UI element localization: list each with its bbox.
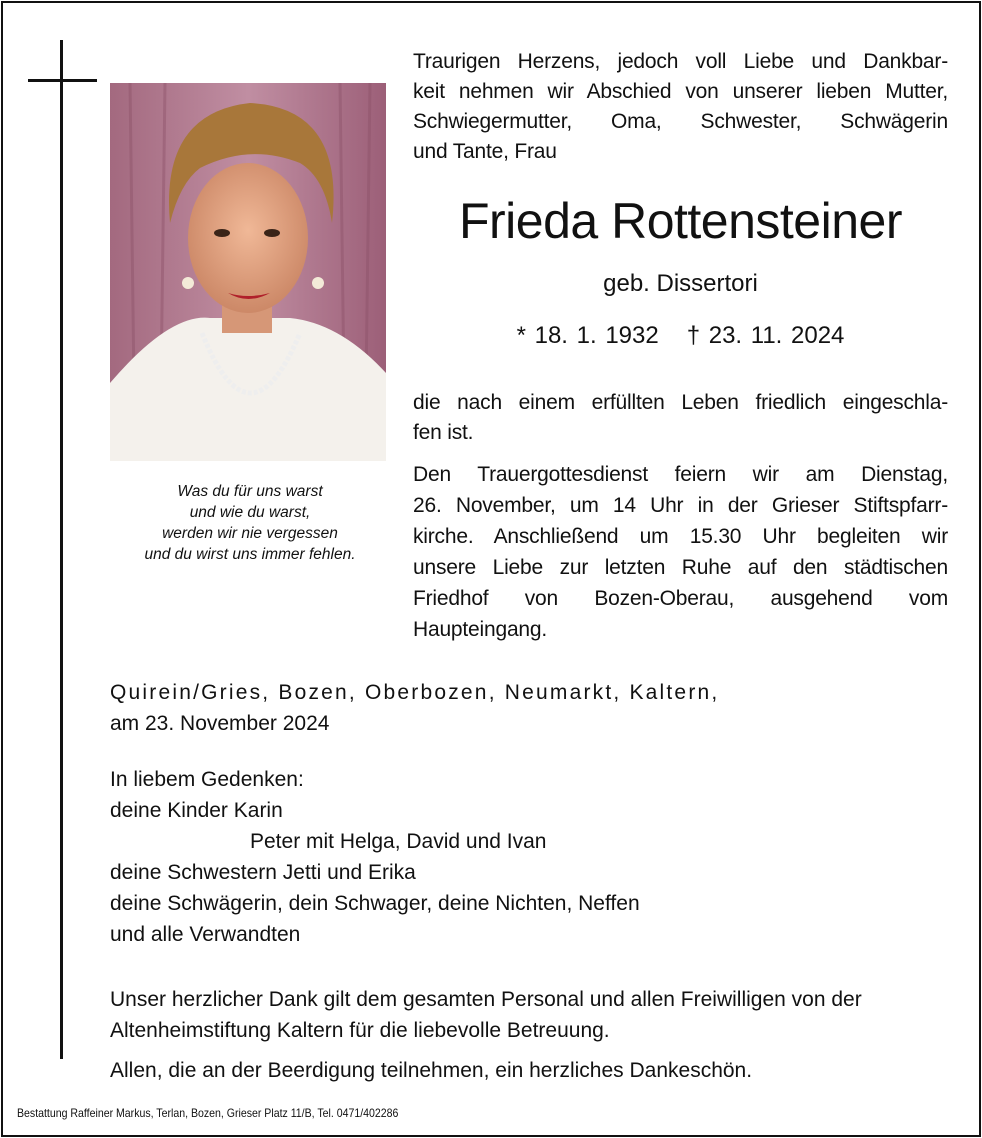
- cross-icon-vertical: [60, 40, 63, 1059]
- birth-name: geb. Dissertori: [603, 270, 758, 297]
- mourners-heading: In liebem Gedenken:: [110, 768, 304, 791]
- quote-line: Was du für uns warst: [177, 483, 323, 500]
- intro-line: Traurigen Herzens, jedoch voll Liebe und Dankbar-: [413, 50, 948, 73]
- service-paragraph: [413, 459, 948, 645]
- mourner-line: deine Schwestern Jetti und Erika: [110, 861, 416, 884]
- death-date: † 23. 11. 2024: [686, 322, 845, 349]
- memorial-quote: [112, 481, 388, 565]
- passing-line: fen ist.: [413, 421, 474, 444]
- intro-line: Schwiegermutter, Oma, Schwester, Schwägerin: [413, 110, 948, 133]
- service-line: Friedhof von Bozen-Oberau, ausgehend vom: [413, 587, 948, 610]
- date-line: am 23. November 2024: [110, 712, 330, 735]
- life-dates: [413, 322, 948, 350]
- mourner-line: Peter mit Helga, David und Ivan: [250, 830, 547, 853]
- quote-line: und du wirst uns immer fehlen.: [144, 546, 356, 563]
- mourner-line: und alle Verwandten: [110, 923, 301, 946]
- thanks-paragraph: [110, 984, 950, 1046]
- closing-line: Allen, die an der Beerdigung teilnehmen, ein herzliches Dankeschön.: [110, 1059, 753, 1082]
- mourner-line: deine Kinder Karin: [110, 799, 283, 822]
- passing-line: die nach einem erfüllten Leben friedlich eingeschla-: [413, 391, 948, 414]
- quote-line: und wie du warst,: [189, 504, 311, 521]
- service-line: 26. November, um 14 Uhr in der Grieser Stiftspfarr-: [413, 494, 948, 517]
- cross-icon-horizontal: [28, 79, 97, 82]
- quote-line: werden wir nie vergessen: [162, 525, 338, 542]
- service-line: unsere Liebe zur letzten Ruhe auf den städtischen: [413, 556, 948, 579]
- funeral-home-footer: Bestattung Raffeiner Markus, Terlan, Bozen, Grieser Platz 11/B, Tel. 0471/402286: [17, 1106, 399, 1120]
- thanks-line: Altenheimstiftung Kaltern für die liebevolle Betreuung.: [110, 1019, 610, 1042]
- service-line: Haupteingang.: [413, 618, 548, 641]
- passing-paragraph: [413, 388, 948, 448]
- thanks-line: Unser herzlicher Dank gilt dem gesamten Personal und allen Freiwilligen von der: [110, 988, 862, 1011]
- intro-line: und Tante, Frau: [413, 140, 557, 163]
- intro-line: keit nehmen wir Abschied von unserer lieben Mutter,: [413, 80, 948, 103]
- service-line: Den Trauergottesdienst feiern wir am Dienstag,: [413, 463, 948, 486]
- intro-paragraph: [413, 47, 948, 167]
- service-line: kirche. Anschließend um 15.30 Uhr begleiten wir: [413, 525, 948, 548]
- deceased-name: Frieda Rottensteiner: [458, 193, 902, 249]
- birth-date: * 18. 1. 1932: [516, 322, 659, 349]
- places: Quirein/Gries, Bozen, Oberbozen, Neumarkt, Kaltern,: [110, 681, 720, 704]
- mourner-line: deine Schwägerin, dein Schwager, deine Nichten, Neffen: [110, 892, 640, 915]
- place-date: [110, 677, 950, 739]
- mourners-list: [110, 764, 950, 950]
- portrait-photo: [110, 83, 386, 461]
